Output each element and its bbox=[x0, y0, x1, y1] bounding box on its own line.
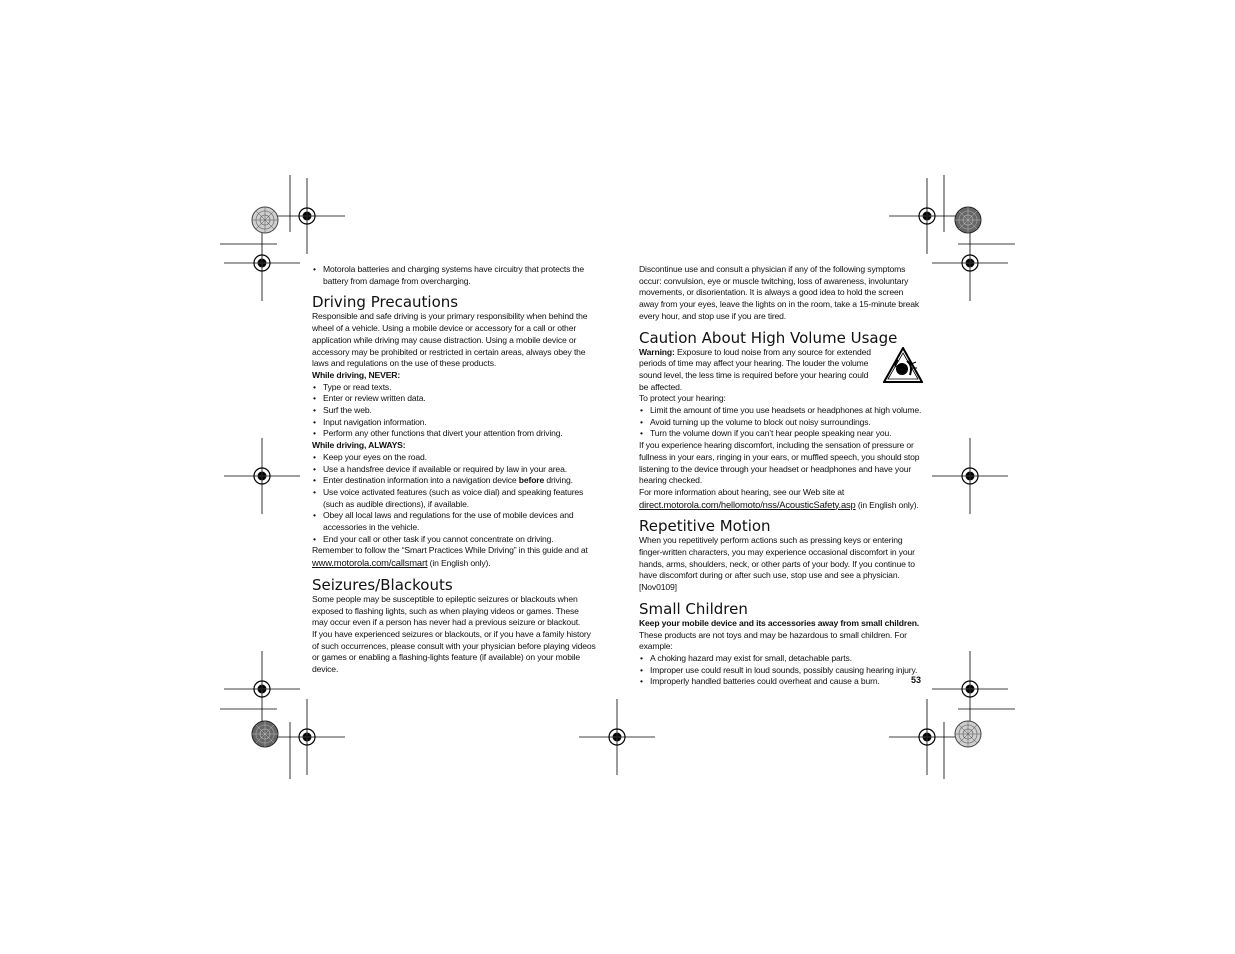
warning-block bbox=[639, 347, 923, 394]
acoustic-safety-link[interactable]: direct.motorola.com/hellomoto/nss/AcousticSafety.asp bbox=[639, 498, 856, 510]
more-info-text: For more information about hearing, see our Web site at bbox=[639, 486, 845, 497]
nav-text-bold: before bbox=[518, 475, 545, 486]
never-label: While driving, NEVER: bbox=[312, 369, 401, 380]
list-item: • Motorola batteries and charging systems have circuitry that protects the battery from damage from overcharging. bbox=[312, 264, 596, 287]
callsmart-line bbox=[312, 557, 596, 570]
list-item: • Turn the volume down if you can’t hear people speaking near you. bbox=[639, 428, 923, 440]
warning-body: Exposure to loud noise from any source for extended periods of time may affect your hearing. The louder the volume sound level, the less time is required before your hearing could be affected. bbox=[639, 346, 871, 392]
list-item: • Improper use could result in loud sounds, possibly causing hearing injury. bbox=[639, 665, 923, 677]
hearing-discomfort-paragraph: If you experience hearing discomfort, including the sensation of pressure or fullness in your ears, ringing in your ears, or muffled speech, you should stop listening to the device through your headset or headphones and have your hearing checked. bbox=[639, 440, 920, 486]
list-item: • Input navigation information. bbox=[312, 417, 596, 429]
driving-precautions-heading: Driving Precautions bbox=[312, 293, 459, 312]
always-list bbox=[312, 452, 596, 546]
always-label: While driving, ALWAYS: bbox=[312, 440, 406, 451]
driving-intro: Responsible and safe driving is your primary responsibility when behind the wheel of a vehicle. Using a mobile device or accessory for a call or other application while driving may cause distraction. Using a mobile device or accessory may be prohibited or restricted in certain areas, always obey the laws and regulations on the use of these products. bbox=[312, 311, 588, 369]
left-column bbox=[312, 264, 596, 676]
list-item: • A choking hazard may exist for small, detachable parts. bbox=[639, 653, 923, 665]
children-bold-text: Keep your mobile device and its accessories away from small children. bbox=[639, 617, 920, 628]
small-children-heading: Small Children bbox=[639, 599, 748, 618]
repetitive-paragraph: When you repetitively perform actions such as pressing keys or entering finger-written characters, you may experience occasional discomfort in your hands, arms, shoulders, neck, or other parts of your body. If you continue to have discomfort during or after such use, stop use and see a physician. bbox=[639, 535, 915, 581]
children-paragraph: These products are not toys and may be hazardous to small children. For example: bbox=[639, 629, 907, 652]
page-number: 53 bbox=[911, 675, 922, 685]
list-item: • Keep your eyes on the road. bbox=[312, 452, 596, 464]
list-item: • Enter or review written data. bbox=[312, 393, 596, 405]
list-item: • End your call or other task if you cannot concentrate on driving. bbox=[312, 534, 596, 546]
list-item: • Perform any other functions that divert your attention from driving. bbox=[312, 428, 596, 440]
nav-text-pre: Enter destination information into a navigation device bbox=[323, 475, 519, 486]
hearing-warning-icon bbox=[883, 347, 923, 383]
acoustic-suffix: (in English only). bbox=[855, 499, 919, 510]
nav-text-post: driving. bbox=[544, 475, 573, 486]
callsmart-suffix: (in English only). bbox=[427, 558, 491, 569]
seizures-heading: Seizures/Blackouts bbox=[312, 575, 453, 594]
list-item bbox=[312, 475, 596, 487]
list-item: • Use voice activated features (such as voice dial) and speaking features (such as audible directions), if available. bbox=[312, 487, 596, 510]
repetitive-motion-heading: Repetitive Motion bbox=[639, 517, 771, 536]
symptoms-paragraph: Discontinue use and consult a physician if any of the following symptoms occur: convulsion, eye or muscle twitching, loss of awareness, involuntary movements, or disorientation. It is always a good idea to hold the screen away from your eyes, leave the lights on in the room, take a 15-minute break every hour, and stop use if you are tired. bbox=[639, 264, 919, 321]
seizures-paragraph-1: Some people may be susceptible to epileptic seizures or blackouts when exposed to flashing lights, such as when playing videos or games. These may occur even if a person has never had a previous seizure or blackout. bbox=[312, 593, 581, 628]
children-list bbox=[639, 653, 923, 688]
right-column bbox=[639, 264, 923, 688]
hearing-list bbox=[639, 405, 923, 440]
volume-heading: Caution About High Volume Usage bbox=[639, 328, 898, 347]
callsmart-link[interactable]: www.motorola.com/callsmart bbox=[312, 557, 428, 569]
list-item: • Surf the web. bbox=[312, 405, 596, 417]
remember-text: Remember to follow the “Smart Practices While Driving” in this guide and at bbox=[312, 545, 588, 556]
document-code: [Nov0109] bbox=[639, 582, 677, 593]
list-item: • Obey all local laws and regulations for the use of mobile devices and accessories in the vehicle. bbox=[312, 510, 596, 533]
protect-label: To protect your hearing: bbox=[639, 393, 726, 404]
warning-text bbox=[639, 347, 923, 394]
seizures-paragraph-2: If you have experienced seizures or blackouts, or if you have a family history of such occurrences, please consult with your physician before playing videos or games or enabling a flashing-lights feature (if available) on your mobile device. bbox=[312, 628, 596, 675]
list-item: • Use a handsfree device if available or required by law in your area. bbox=[312, 464, 596, 476]
intro-bullet-list bbox=[312, 264, 596, 287]
list-item: • Type or read texts. bbox=[312, 382, 596, 394]
warning-label: Warning: bbox=[639, 346, 675, 357]
list-item: • Limit the amount of time you use headsets or headphones at high volume. bbox=[639, 405, 923, 417]
never-list bbox=[312, 382, 596, 441]
list-item: • Avoid turning up the volume to block out noisy surroundings. bbox=[639, 417, 923, 429]
list-item: • Improperly handled batteries could overheat and cause a burn. bbox=[639, 676, 923, 688]
acoustic-line bbox=[639, 499, 923, 512]
